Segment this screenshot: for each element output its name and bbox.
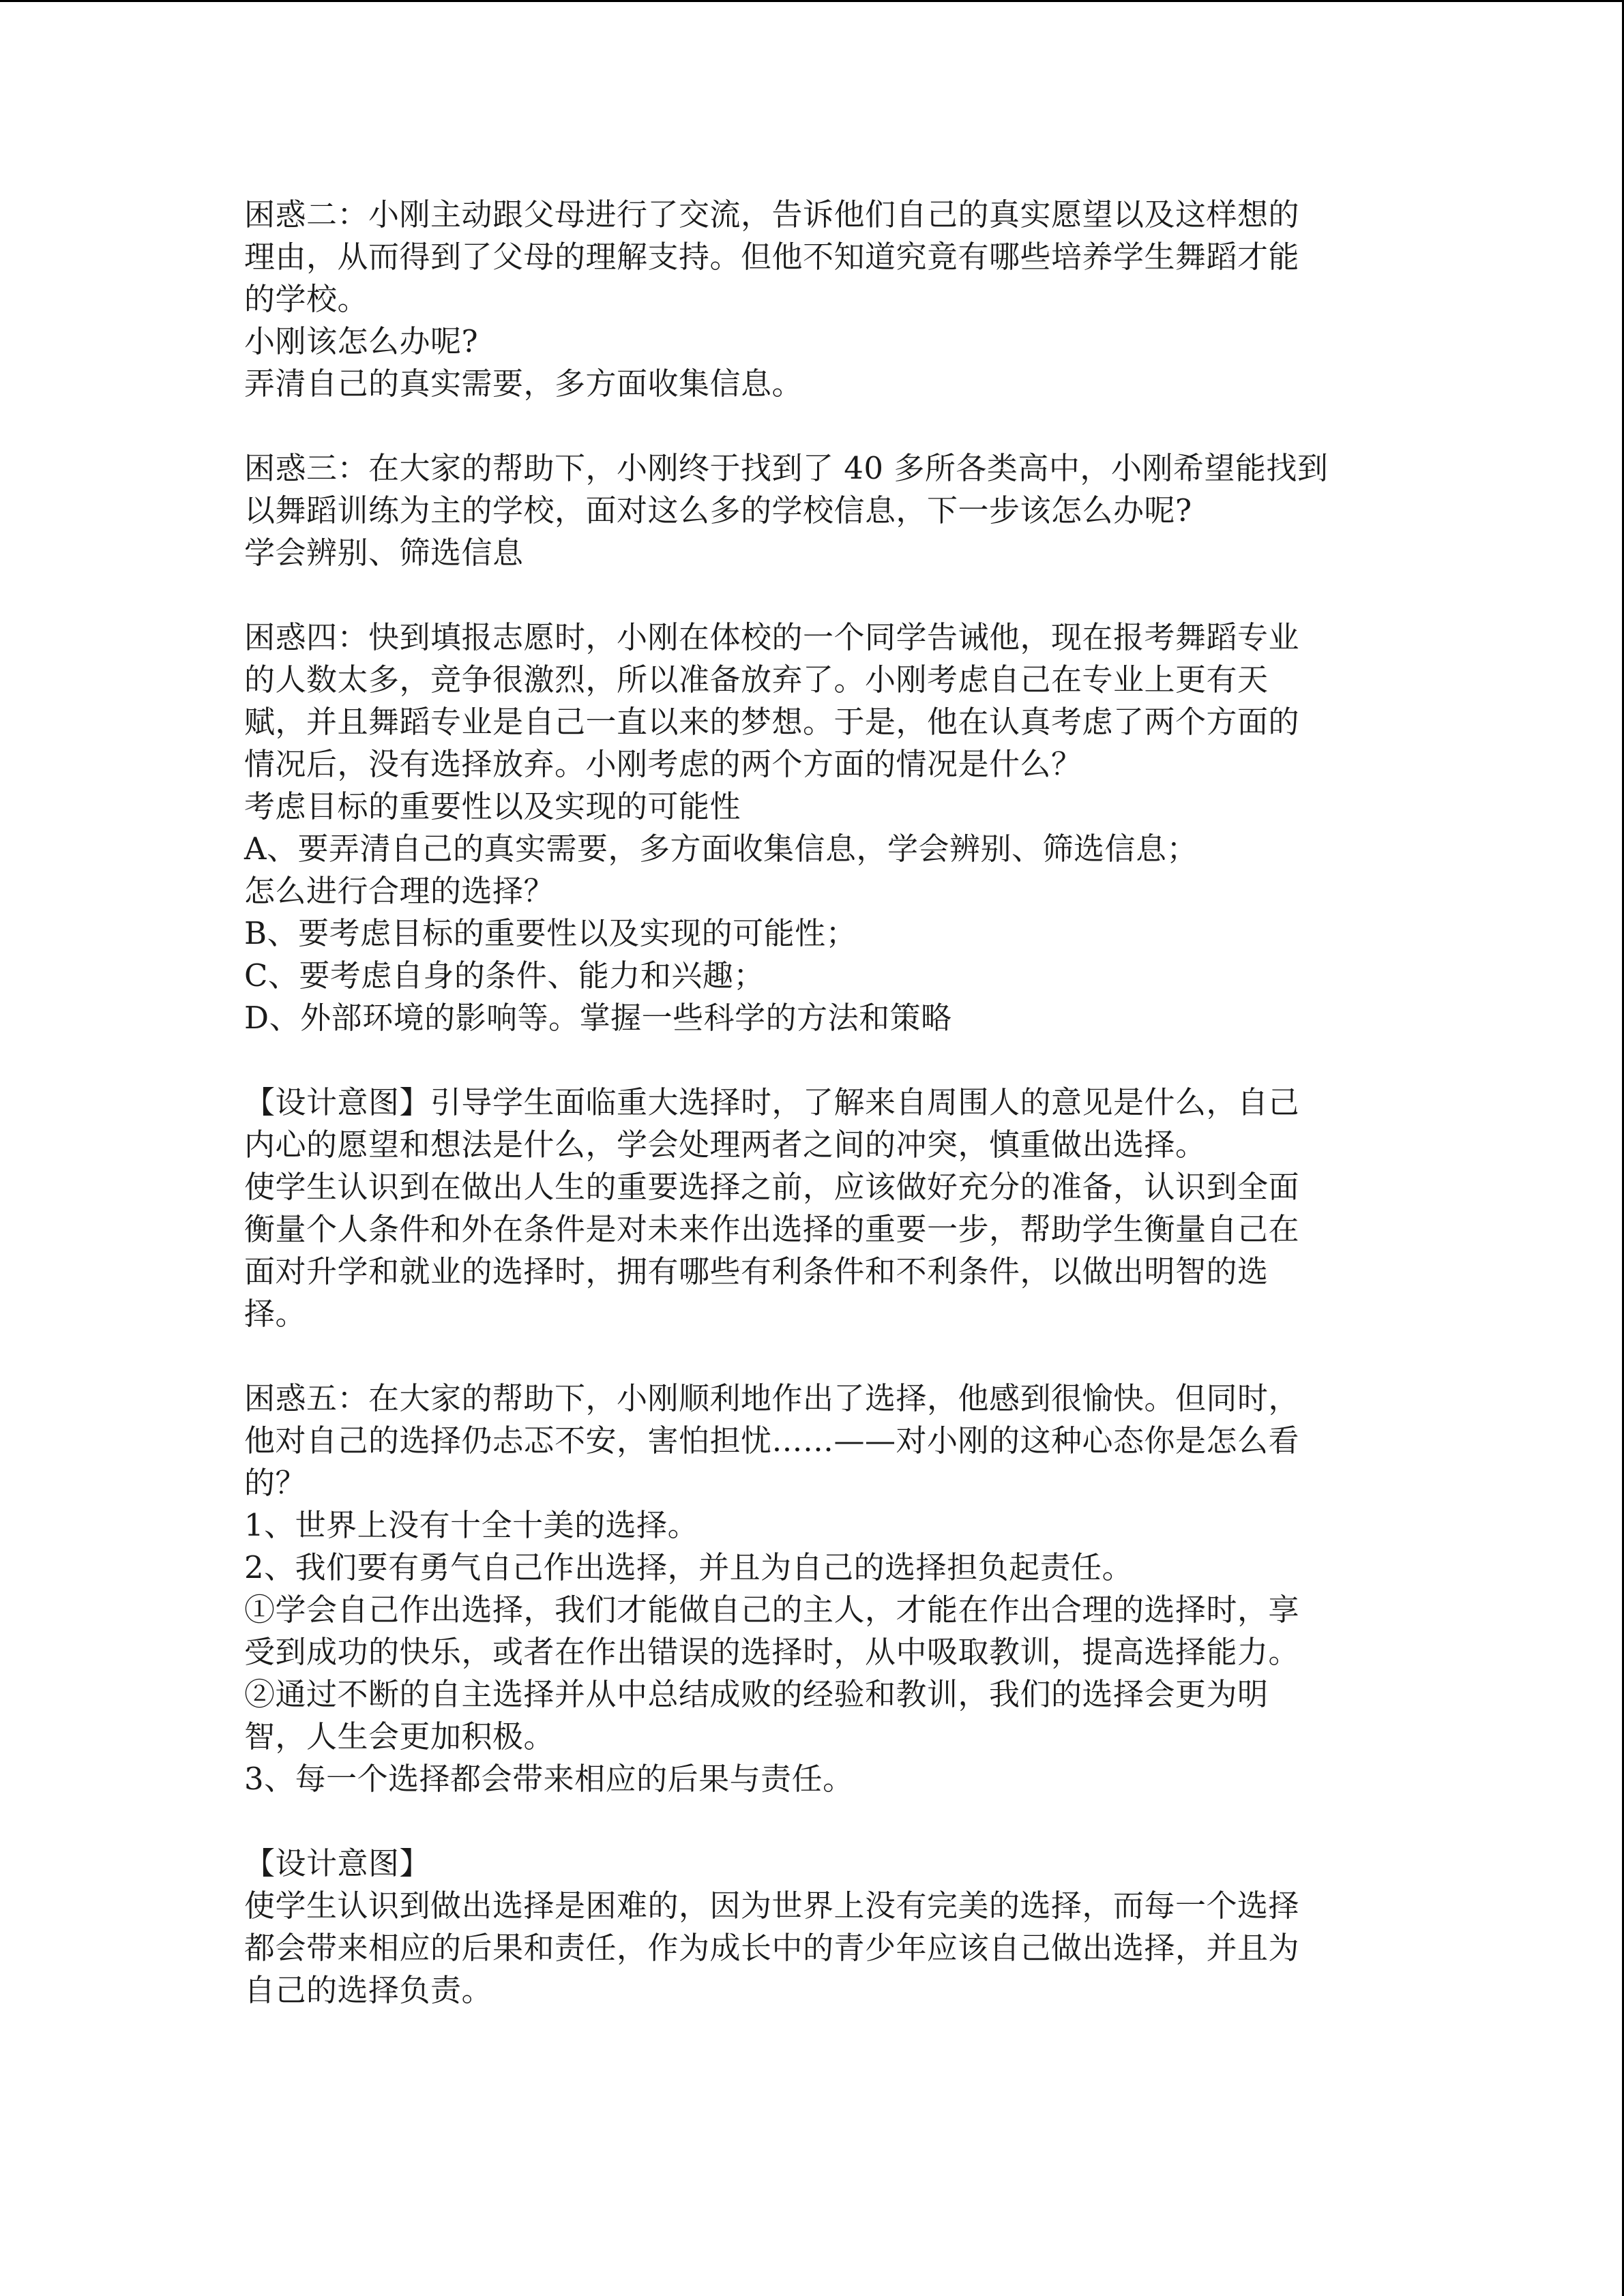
paragraph-gap: [244, 1335, 1376, 1377]
list-item-d: D、外部环境的影响等。掌握一些科学的方法和策略: [244, 1000, 952, 1036]
paragraph-line: 的？: [244, 1465, 307, 1501]
paragraph-line: 的人数太多，竞争很激烈，所以准备放弃了。小刚考虑自己在专业上更有天: [244, 661, 1269, 698]
list-item-3: 3、每一个选择都会带来相应的后果与责任。: [244, 1761, 854, 1797]
list-item-a: A、要弄清自己的真实需要，多方面收集信息，学会辨别、筛选信息；: [244, 831, 1198, 867]
answer-line: 考虑目标的重要性以及实现的可能性: [244, 788, 741, 824]
paragraph-line: 困惑四：快到填报志愿时，小刚在体校的一个同学告诫他，现在报考舞蹈专业: [244, 619, 1300, 655]
sub-item-2: ②通过不断的自主选择并从中总结成败的经验和教训，我们的选择会更为明: [244, 1676, 1269, 1712]
list-item-2: 2、我们要有勇气自己作出选择，并且为自己的选择担负起责任。: [244, 1549, 1134, 1585]
paragraph-line: 的学校。: [244, 281, 369, 317]
document-body: [244, 194, 1376, 2012]
paragraph-line: 衡量个人条件和外在条件是对未来作出选择的重要一步，帮助学生衡量自己在: [244, 1211, 1300, 1247]
question-line: 小刚该怎么办呢?: [244, 323, 479, 359]
section-design-intent-1: [244, 1082, 1376, 1335]
paragraph-line: 情况后，没有选择放弃。小刚考虑的两个方面的情况是什么？: [244, 746, 1082, 782]
question-line: 怎么进行合理的选择？: [244, 873, 555, 909]
paragraph-line: 困惑二：小刚主动跟父母进行了交流，告诉他们自己的真实愿望以及这样想的: [244, 196, 1300, 233]
paragraph-line: 理由，从而得到了父母的理解支持。但他不知道究竟有哪些培养学生舞蹈才能: [244, 239, 1300, 275]
paragraph-line: 使学生认识到做出选择是困难的，因为世界上没有完美的选择，而每一个选择: [244, 1888, 1300, 1924]
paragraph-line: 面对升学和就业的选择时，拥有哪些有利条件和不利条件，以做出明智的选: [244, 1253, 1269, 1289]
paragraph-gap: [244, 1800, 1376, 1843]
paragraph-gap: [244, 405, 1376, 447]
paragraph-line: 使学生认识到在做出人生的重要选择之前，应该做好充分的准备，认识到全面: [244, 1169, 1300, 1205]
sub-item-2-cont: 智，人生会更加积极。: [244, 1718, 555, 1755]
section-confusion-5: [244, 1377, 1376, 1800]
section-design-intent-2: [244, 1843, 1376, 2012]
section-confusion-2: [244, 194, 1376, 405]
paragraph-line: 困惑三：在大家的帮助下，小刚终于找到了 40 多所各类高中，小刚希望能找到: [244, 450, 1329, 486]
section-confusion-4: [244, 616, 1376, 1039]
section-confusion-3: [244, 447, 1376, 574]
paragraph-line: 他对自己的选择仍忐忑不安，害怕担忧……——对小刚的这种心态你是怎么看: [244, 1422, 1300, 1459]
list-item-b: B、要考虑目标的重要性以及实现的可能性；: [244, 915, 857, 951]
paragraph-gap: [244, 574, 1376, 616]
paragraph-line: 都会带来相应的后果和责任，作为成长中的青少年应该自己做出选择，并且为: [244, 1930, 1300, 1966]
paragraph-gap: [244, 1039, 1376, 1082]
answer-line: 弄清自己的真实需要，多方面收集信息。: [244, 366, 803, 402]
paragraph-line: 赋，并且舞蹈专业是自己一直以来的梦想。于是，他在认真考虑了两个方面的: [244, 704, 1300, 740]
paragraph-line: 自己的选择负责。: [244, 1972, 493, 2008]
paragraph-line: 以舞蹈训练为主的学校，面对这么多的学校信息，下一步该怎么办呢?: [244, 492, 1192, 528]
section-heading: 【设计意图】: [244, 1845, 431, 1881]
sub-item-1: ①学会自己作出选择，我们才能做自己的主人，才能在作出合理的选择时，享: [244, 1592, 1300, 1628]
list-item-c: C、要考虑自身的条件、能力和兴趣；: [244, 957, 765, 994]
paragraph-line: 内心的愿望和想法是什么，学会处理两者之间的冲突，慎重做出选择。: [244, 1127, 1207, 1163]
paragraph-line: 【设计意图】引导学生面临重大选择时，了解来自周围人的意见是什么，自己: [244, 1084, 1300, 1120]
list-item-1: 1、世界上没有十全十美的选择。: [244, 1507, 699, 1543]
paragraph-line: 择。: [244, 1296, 307, 1332]
paragraph-line: 困惑五：在大家的帮助下，小刚顺利地作出了选择，他感到很愉快。但同时，: [244, 1380, 1300, 1416]
answer-line: 学会辨别、筛选信息: [244, 535, 524, 571]
sub-item-1-cont: 受到成功的快乐，或者在作出错误的选择时，从中吸取教训，提高选择能力。: [244, 1634, 1300, 1670]
